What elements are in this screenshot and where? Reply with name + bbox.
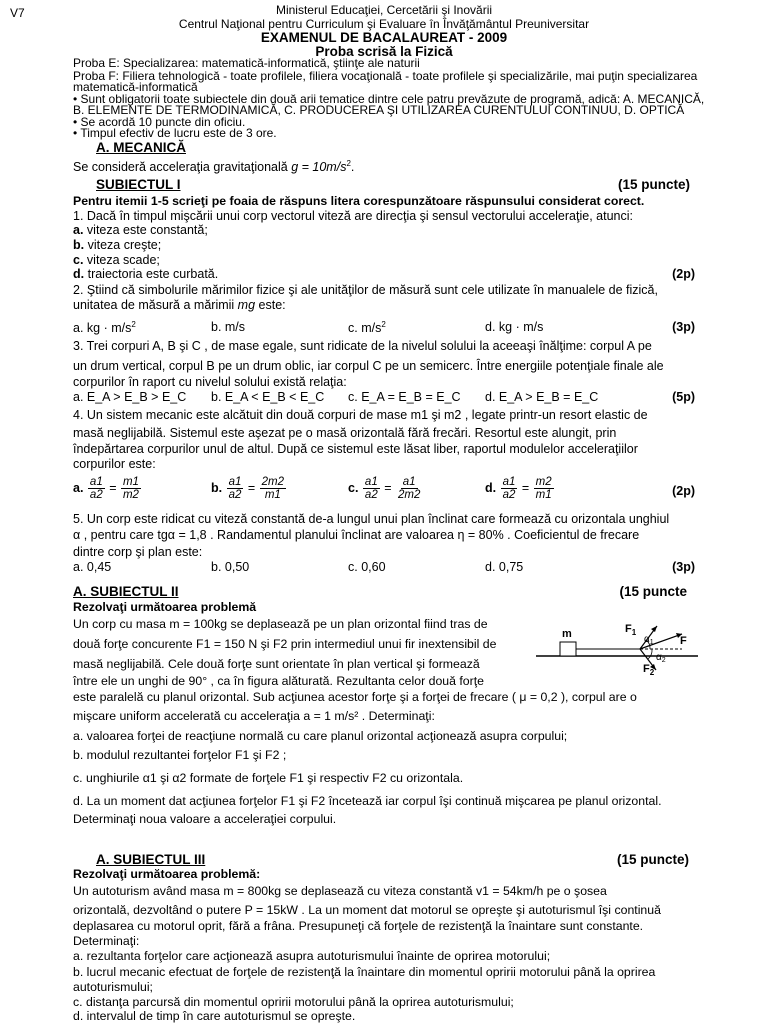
q4-line1: 4. Un sistem mecanic este alcătuit din două corpuri de mase m1 şi m2 , legate printr-un resort elastic de	[73, 408, 648, 422]
body-block	[560, 642, 576, 656]
q5-option-b: b. 0,50	[211, 560, 250, 574]
f1-label: $F_1$	[625, 623, 637, 637]
s3-item-a: a. rezultanta forţelor care acţionează asupra autoturismului înainte de oprirea motorului;	[73, 949, 551, 963]
q5-option-d: d. 0,75	[485, 560, 524, 574]
q4-points: (2p)	[672, 484, 695, 498]
proba-f-line2: matematică-informatică	[73, 80, 198, 94]
s2-p2: două forţe concurente F1 = 150 N şi F2 prin intermediul unui fir inextensibil de	[73, 637, 497, 651]
q3-option-a: a. E_A > E_B > E_C	[73, 390, 187, 404]
resultant-label: F	[680, 635, 687, 647]
s2-p6: mişcare uniform accelerată cu acceleraţia a = 1 m/s² . Determinaţi:	[73, 709, 435, 723]
force-f1-arrowhead	[651, 626, 657, 632]
q2-option-c: c. $m/s^2$	[348, 320, 386, 335]
version-label: V7	[10, 6, 25, 20]
s3-item-b2: autoturismului;	[73, 980, 153, 994]
q5-option-c: c. 0,60	[348, 560, 386, 574]
gravity-statement: Se consideră acceleraţia gravitaţională $g = 10m/s^2$.	[73, 159, 355, 174]
q2-option-a: a. kg · $m/s^2$	[73, 320, 136, 335]
subject1-header	[73, 177, 695, 193]
q2-options-row	[73, 320, 695, 336]
q4-option-a: a. $\frac{a1}{a2}$ = $\frac{m1}{m2}$	[73, 476, 139, 501]
q1-option-d: d. traiectoria este curbată.	[73, 267, 219, 281]
center-name: Centrul Naţional pentru Curriculum şi Evaluare în Învăţământul Preuniversitar	[178, 17, 590, 31]
q1-text: 1. Dacă în timpul mişcării unui corp vectorul viteză are direcţia şi sensul vectorului acceleraţie, atunci:	[73, 209, 633, 223]
q5-points: (3p)	[672, 560, 695, 574]
q5-line2: α , pentru care tgα = 1,8 . Randamentul planului înclinat are valoarea η = 80% . Coeficientul de frecare	[73, 528, 640, 542]
q1-points: (2p)	[672, 267, 695, 281]
q5-line1: 5. Un corp este ridicat cu viteză constantă de-a lungul unui plan înclinat care formează cu orizontala unghiul	[73, 512, 670, 526]
angle-alpha2-arc	[648, 649, 652, 659]
q1-option-b: b. viteza creşte;	[73, 238, 162, 252]
q4-line4: corpurilor este:	[73, 457, 156, 471]
exam-title: EXAMENUL DE BACALAUREAT - 2009	[260, 30, 508, 45]
s3-p1: Un autoturism având masa m = 800kg se deplasează cu viteza constantă v1 = 54km/h pe o şosea	[73, 884, 607, 898]
s3-item-d: d. intervalul de timp în care autoturismul se opreşte.	[73, 1009, 356, 1023]
q2-line2: unitatea de măsură a mărimii mg este:	[73, 298, 286, 312]
forces-figure	[532, 612, 702, 682]
section-mecanica-title: A. MECANICĂ	[96, 140, 186, 155]
s2-item-b: b. modulul rezultantei forţelor F1 şi F2 ;	[73, 748, 287, 762]
q4-option-b: b. $\frac{a1}{a2}$ = $\frac{2m2}{m1}$	[211, 476, 285, 501]
s2-item-d2: Determinaţi noua valoare a acceleraţiei corpului.	[73, 812, 337, 826]
alpha1-label: $\alpha_1$	[644, 634, 654, 646]
q2-line1: 2. Ştiind că simbolurile mărimilor fizice şi ale unităţilor de măsură sunt cele utilizate în manualele de fizică,	[73, 283, 658, 297]
subject2-header	[73, 584, 695, 600]
s2-p3: masă neglijabilă. Cele două forţe sunt orientate în plan vertical şi formează	[73, 657, 480, 671]
s2-p1: Un corp cu masa m = 100kg se deplasează pe un plan orizontal fiind tras de	[73, 617, 488, 631]
subject1-points: (15 puncte)	[617, 177, 690, 192]
s3-p2: orizontală, dezvoltând o putere P = 15kW . La un moment dat motorul se opreşte şi autoturismul îşi continuă	[73, 903, 661, 917]
f2-label: $F_2$	[643, 663, 655, 677]
q3-line1: 3. Trei corpuri A, B şi C , de mase egale, sunt ridicate de la nivelul solului la aceeaşi înălţime: corpul A pe	[73, 339, 652, 353]
q1-option-d-row	[73, 267, 695, 283]
subject2-points: (15 puncte	[619, 584, 687, 599]
q2-option-b: b. m/s	[211, 320, 246, 334]
q3-line3: corpurilor în raport cu nivelul solului există relaţia:	[73, 375, 347, 389]
q4-option-d: d. $\frac{a1}{a2}$ = $\frac{m2}{m1}$	[485, 476, 552, 501]
s2-item-a: a. valoarea forţei de reacţiune normală cu care planul orizontal acţionează asupra corpului;	[73, 729, 568, 743]
s3-item-b1: b. lucrul mecanic efectuat de forţele de rezistenţă la înaintare din momentul opririi motorului până la oprirea	[73, 965, 656, 979]
subject3-instruction: Rezolvaţi următoarea problemă:	[73, 867, 261, 881]
q1-option-c: c. viteza scade;	[73, 253, 160, 267]
q4-line3: îndepărtarea corpurilor unul de altul. După ce sistemul este lăsat liber, raportul modulelor acceleraţiilor	[73, 442, 638, 456]
q5-option-a: a. 0,45	[73, 560, 112, 574]
s3-p4: Determinaţi:	[73, 934, 140, 948]
q3-points: (5p)	[672, 390, 695, 404]
q3-options-row	[73, 390, 695, 406]
q5-options-row	[73, 560, 695, 576]
alpha2-label: $\alpha_2$	[656, 652, 666, 664]
rule-1b: B. ELEMENTE DE TERMODINAMICĂ, C. PRODUCEREA ŞI UTILIZAREA CURENTULUI CONTINUU, D. OPTICĂ	[73, 103, 685, 117]
s2-p4: între ele un unghi de 90° , ca în figura alăturată. Rezultanta celor două forţe	[73, 674, 484, 688]
q3-option-c: c. E_A = E_B = E_C	[348, 390, 461, 404]
subject2-instruction: Rezolvaţi următoarea problemă	[73, 600, 257, 614]
s2-item-d1: d. La un moment dat acţiunea forţelor F1 şi F2 încetează iar corpul îşi continuă mişcarea pe planul orizontal.	[73, 794, 662, 808]
subject1-title: SUBIECTUL I	[96, 177, 181, 192]
q3-option-d: d. E_A > E_B = E_C	[485, 390, 599, 404]
proba-e: Proba E: Specializarea: matematică-informatică, ştiinţe ale naturii	[73, 56, 420, 70]
q2-points: (3p)	[672, 320, 695, 334]
q4-options-row	[73, 474, 695, 508]
s3-item-c: c. distanţa parcursă din momentul opririi motorului până la oprirea autoturismului;	[73, 995, 514, 1009]
subject3-title: A. SUBIECTUL III	[96, 852, 206, 867]
test-title: Proba scrisă la Fizică	[315, 44, 453, 59]
q3-line2: un drum vertical, corpul B pe un drum oblic, iar corpul C pe un semicerc. Între energiile potenţiale finale ale	[73, 359, 664, 373]
q1-option-a: a. viteza este constantă;	[73, 223, 208, 237]
q3-option-b: b. E_A < E_B < E_C	[211, 390, 325, 404]
q2-option-d: d. kg · m/s	[485, 320, 544, 334]
s2-p5: este paralelă cu planul orizontal. Sub acţiunea acestor forţe şi a forţei de frecare ( μ = 0,2 ), corpul are o	[73, 690, 637, 704]
mass-label: m	[562, 628, 572, 640]
subject3-header	[73, 852, 695, 868]
rule-3: • Timpul efectiv de lucru este de 3 ore.	[73, 126, 277, 140]
subject1-instructions: Pentru itemii 1-5 scrieţi pe foaia de răspuns litera corespunzătoare răspunsului considerat corect.	[73, 194, 645, 208]
s3-p3: deplasarea cu motorul oprit, fără a frâna. Presupuneţi că forţele de rezistenţă la înaintare sunt constante.	[73, 919, 644, 933]
rule-2: • Se acordă 10 puncte din oficiu.	[73, 115, 246, 129]
q5-line3: dintre corp şi plan este:	[73, 545, 203, 559]
q4-line2: masă neglijabilă. Sistemul este aşezat pe o masă orizontală fără frecări. Resortul este alungit, prin	[73, 426, 617, 440]
rule-1a: • Sunt obligatorii toate subiectele din două arii tematice dintre cele patru prevăzute de programă, adică: A. MECANICĂ,	[73, 92, 705, 106]
subject3-points: (15 puncte)	[616, 852, 689, 867]
q4-option-c: c. $\frac{a1}{a2}$ = $\frac{a1}{2m2}$	[348, 476, 421, 501]
proba-f-line1: Proba F: Filiera tehnologică - toate profilele, filiera vocaţională - toate profilele şi specializările, mai puţin specializarea	[73, 69, 698, 83]
subject2-title: A. SUBIECTUL II	[73, 584, 179, 599]
s2-item-c: c. unghiurile α1 şi α2 formate de forţele F1 şi respectiv F2 cu orizontala.	[73, 771, 464, 785]
ministry-name: Ministerul Educaţiei, Cercetării şi Inovării	[275, 3, 493, 17]
